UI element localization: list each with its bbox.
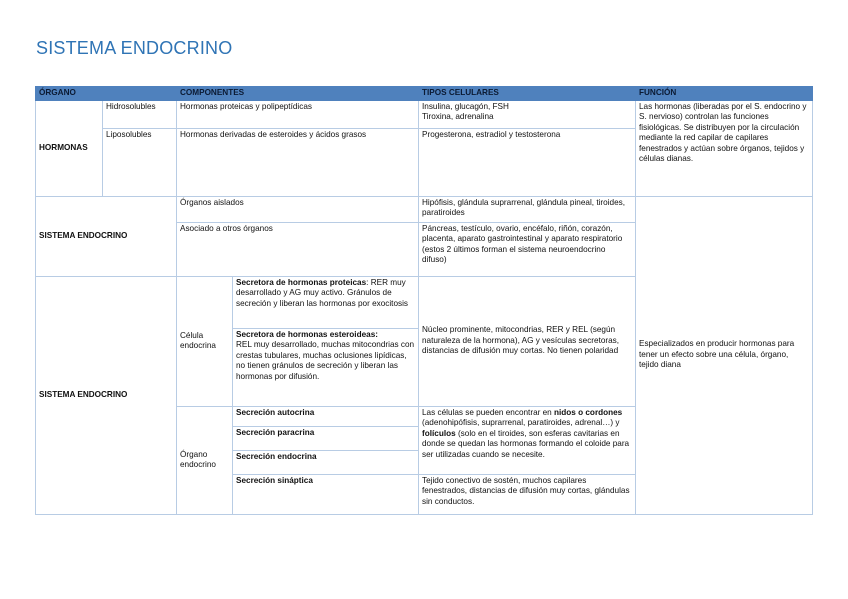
- celula-tipos: Núcleo prominente, mitocondrias, RER y REL (según naturaleza de la hormona), AG y vesículas secretoras, distancias de difusión muy cortas. No tienen polaridad: [419, 276, 636, 406]
- secrecion-paracrina: Secreción paracrina: [233, 426, 419, 450]
- esteroideas-text: REL muy desarrollado, muchas mitocondrias con crestas tubulares, muchas oclusiones lipídicas, no tienen gránulos de secreción y liberan las hormonas por difusión.: [236, 340, 415, 381]
- hormonas-funcion: Las hormonas (liberadas por el S. endocrino y S. nervioso) controlan las funciones fisiológicas. Se distribuyen por la circulación mediante la red capilar de capilares fenestrados y actúan sobre órganos, tejidos y células dianas.: [636, 100, 813, 196]
- celula-endocrina: Célula endocrina: [177, 276, 233, 406]
- sistema-funcion: Especializados en producir hormonas para tener un efecto sobre una célula, órgano, tejido diana: [636, 196, 813, 514]
- lipo-tipos: Progesterona, estradiol y testosterona: [419, 128, 636, 196]
- hidro-tipos-line1: Insulina, glucagón, FSH: [422, 101, 509, 111]
- organ-sistema-2: SISTEMA ENDOCRINO: [36, 276, 177, 514]
- header-componentes: COMPONENTES: [177, 87, 419, 101]
- lipo-comp: Hormonas derivadas de esteroides y ácidos grasos: [177, 128, 419, 196]
- asociado: Asociado a otros órganos: [177, 222, 419, 276]
- secrecion-autocrina: Secreción autocrina: [233, 406, 419, 426]
- page-title: SISTEMA ENDOCRINO: [36, 38, 233, 58]
- organ-sistema-1: SISTEMA ENDOCRINO: [36, 196, 177, 276]
- organo-tipos-e: (solo en el tiroides, son esferas cavitarias en donde se quedan las hormonas formando el coloide para ser utilizadas cuando se necesite.: [422, 428, 630, 459]
- endocrine-table: [35, 86, 813, 515]
- organo-tipos-d: folículos: [422, 428, 456, 438]
- secrecion-endocrina: Secreción endocrina: [233, 450, 419, 474]
- proteicas: [233, 276, 419, 328]
- table-row: [36, 196, 813, 222]
- header-tipos: TIPOS CELULARES: [419, 87, 636, 101]
- esteroideas: [233, 328, 419, 406]
- secrecion-sinaptica: Secreción sináptica: [233, 474, 419, 514]
- organo-tipos-a: Las células se pueden encontrar en: [422, 407, 554, 417]
- organo-tipos-b: nidos o cordones: [554, 407, 623, 417]
- aislados-tipos: Hipófisis, glándula suprarrenal, glándula pineal, tiroides, paratiroides: [419, 196, 636, 222]
- asociado-tipos: Páncreas, testículo, ovario, encéfalo, riñón, corazón, placenta, aparato gastrointestinal y aparato respiratorio (estos 2 últimos forman el sistema neuroendocrino difuso): [419, 222, 636, 276]
- esteroideas-title: Secretora de hormonas esteroideas:: [236, 329, 378, 339]
- proteicas-title: Secretora de hormonas proteicas: [236, 277, 367, 287]
- header-organo: ÓRGANO: [36, 87, 177, 101]
- aislados: Órganos aislados: [177, 196, 419, 222]
- hidro-label: Hidrosolubles: [103, 100, 177, 128]
- header-funcion: FUNCIÓN: [636, 87, 813, 101]
- sinaptica-tipos: Tejido conectivo de sostén, muchos capilares fenestrados, distancias de difusión muy cortas, glándulas sin conductos.: [419, 474, 636, 514]
- organo-tipos-c: (adenohipófisis, suprarrenal, paratiroides, adrenal…) y: [422, 418, 620, 427]
- organo-endocrino: Órgano endocrino: [177, 406, 233, 514]
- hidro-tipos: [419, 100, 636, 128]
- organo-tipos: [419, 406, 636, 474]
- hidro-tipos-line2: Tiroxina, adrenalina: [422, 112, 494, 121]
- header-row: [36, 87, 813, 101]
- lipo-label: Liposolubles: [103, 128, 177, 196]
- proteicas-text: : RER muy desarrollado y AG muy activo. Gránulos de secreción y liberan las hormonas por exocitosis: [236, 277, 409, 308]
- organ-hormonas: HORMONAS: [36, 100, 103, 196]
- table-row: [36, 100, 813, 128]
- hidro-comp: Hormonas proteicas y polipeptídicas: [177, 100, 419, 128]
